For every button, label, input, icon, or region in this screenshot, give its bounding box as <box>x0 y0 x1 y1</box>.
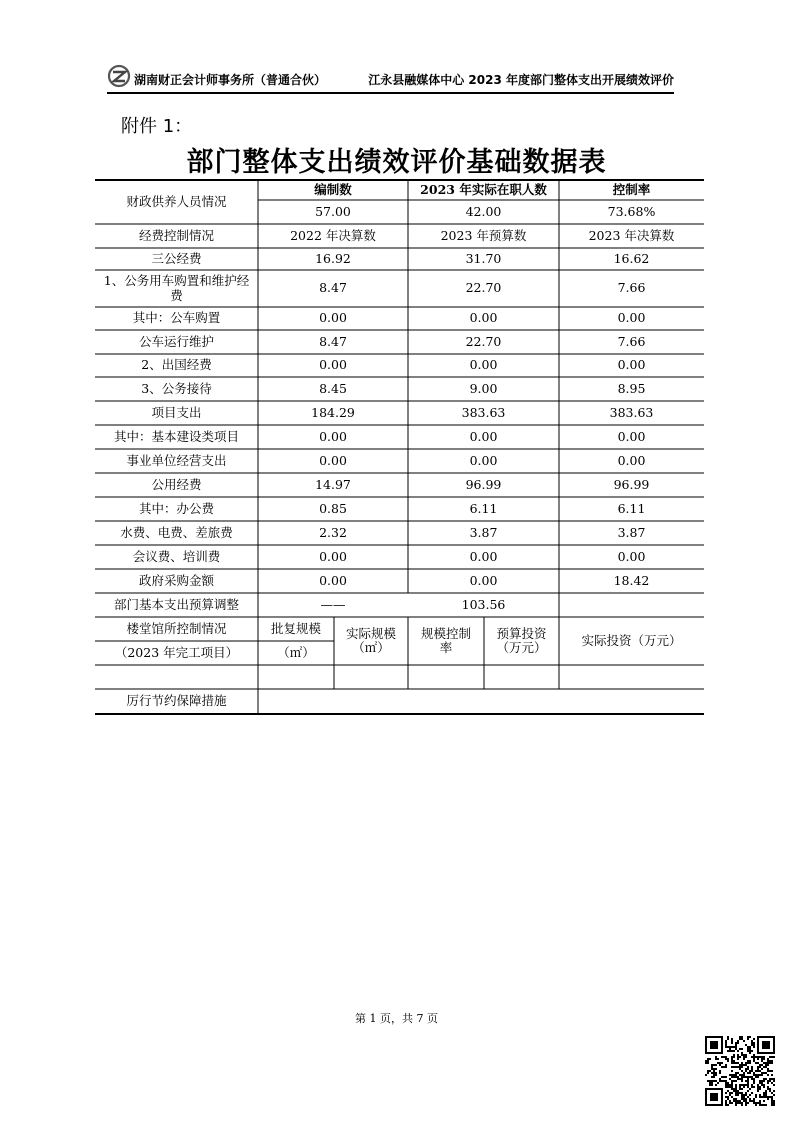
budget-row-2023-final: 0.00 <box>617 310 646 326</box>
budget-row-2023-budget: 22.70 <box>465 333 502 349</box>
budget-row-label: 2、出国经费 <box>141 357 212 373</box>
basic-data-table <box>95 179 704 715</box>
budget-row-2022-final: 0.00 <box>319 572 347 588</box>
budget-row-label: 其中：基本建设类项目 <box>113 428 239 444</box>
budget-row-2023-final: 0.00 <box>617 548 646 564</box>
staff-value-rate: 73.68% <box>607 203 656 219</box>
budget-row-label: 三公经费 <box>151 250 202 266</box>
budget-row-2023-final: 7.66 <box>617 280 646 296</box>
budget-header-2022-final: 2022 年决算数 <box>290 227 376 243</box>
budget-row-2023-budget: 0.00 <box>469 452 498 468</box>
budget-row-2022-final: 16.92 <box>315 250 351 266</box>
budget-row-2023-budget: 31.70 <box>465 250 502 266</box>
budget-row-2023-budget: 0.00 <box>469 572 498 588</box>
qr-code-icon <box>705 1036 775 1106</box>
saving-measures-label: 厉行节约保障措施 <box>126 693 227 709</box>
budget-row-2023-budget: 9.00 <box>469 380 498 396</box>
page-number: 第 1 页，共 7 页 <box>355 1012 438 1025</box>
staff-section-label: 财政供养人员情况 <box>126 193 227 209</box>
budget-row-label: 项目支出 <box>151 404 202 420</box>
table-title: 部门整体支出绩效评价基础数据表 <box>186 147 607 178</box>
firm-name: 湖南财正会计师事务所（普通合伙） <box>134 73 327 87</box>
staff-header-rate: 控制率 <box>612 181 651 197</box>
page-header <box>107 62 674 94</box>
budget-row-2022-final: 0.00 <box>319 357 347 373</box>
budget-row-2022-final: 0.00 <box>319 452 347 468</box>
budget-row-2022-final: 2.32 <box>319 524 347 540</box>
budget-row-2022-final: 14.97 <box>315 476 351 492</box>
budget-row-label: 3、公务接待 <box>141 380 212 396</box>
budget-adjust-label: 部门基本支出预算调整 <box>113 596 239 612</box>
budget-row-2023-final: 7.66 <box>617 333 646 349</box>
budget-header-2023-final: 2023 年决算数 <box>588 227 675 243</box>
building-header-budget-invest: 预算投资（万元） <box>496 625 547 655</box>
budget-row-label: 水费、电费、差旅费 <box>120 524 233 540</box>
budget-row-2023-final: 18.42 <box>613 572 650 588</box>
firm-logo-icon <box>107 64 131 88</box>
budget-adjust-value-1: —— <box>320 596 346 612</box>
budget-row-2023-budget: 96.99 <box>465 476 502 492</box>
budget-row-2023-budget: 22.70 <box>465 280 502 296</box>
budget-row-2022-final: 0.85 <box>319 500 347 516</box>
building-header-scale-rate: 规模控制率 <box>420 625 471 655</box>
budget-row-2023-final: 0.00 <box>617 428 646 444</box>
building-header-actual-invest: 实际投资（万元） <box>581 632 682 648</box>
report-title: 江永县融媒体中心 2023 年度部门整体支出开展绩效评价 <box>368 73 674 87</box>
budget-row-label: 公用经费 <box>151 476 202 492</box>
budget-row-label: 1、公务用车购置和维护经费 <box>103 273 250 303</box>
budget-adjust-value-2: 103.56 <box>461 596 506 612</box>
budget-row-2023-final: 0.00 <box>617 452 646 468</box>
budget-row-2023-final: 3.87 <box>617 524 646 540</box>
budget-row-2022-final: 184.29 <box>311 404 355 420</box>
budget-row-2023-final: 96.99 <box>613 476 650 492</box>
budget-row-2023-final: 0.00 <box>617 357 646 373</box>
budget-row-2023-budget: 0.00 <box>469 428 498 444</box>
budget-row-2023-budget: 3.87 <box>469 524 498 540</box>
staff-header-quota: 编制数 <box>314 181 352 197</box>
building-section-label: 楼堂馆所控制情况 <box>126 620 227 636</box>
budget-row-label: 公车运行维护 <box>138 333 214 349</box>
staff-value-actual: 42.00 <box>465 203 502 219</box>
budget-row-label: 会议费、培训费 <box>132 548 221 564</box>
budget-row-2023-budget: 0.00 <box>469 310 498 326</box>
attachment-label: 附件 1： <box>121 116 193 137</box>
budget-row-2023-final: 8.95 <box>617 380 646 396</box>
building-header-approved-scale: 批复规模 <box>270 620 321 636</box>
budget-row-2023-budget: 0.00 <box>469 357 498 373</box>
budget-row-2022-final: 0.00 <box>319 310 347 326</box>
budget-row-label: 事业单位经营支出 <box>126 452 227 468</box>
budget-row-2023-final: 6.11 <box>617 500 646 516</box>
building-header-approved-unit: （㎡） <box>277 644 315 660</box>
building-section-sublabel: （2023 年完工项目） <box>114 644 239 660</box>
staff-value-quota: 57.00 <box>315 203 351 219</box>
budget-row-label: 其中：公车购置 <box>132 310 221 326</box>
budget-row-2023-final: 16.62 <box>613 250 650 266</box>
building-header-actual-scale: 实际规模（㎡） <box>345 625 396 655</box>
budget-section-label: 经费控制情况 <box>138 227 214 243</box>
budget-row-2023-budget: 6.11 <box>469 500 498 516</box>
budget-header-2023-budget: 2023 年预算数 <box>440 227 527 243</box>
budget-row-2022-final: 0.00 <box>319 428 347 444</box>
budget-row-2023-budget: 0.00 <box>469 548 498 564</box>
budget-row-label: 政府采购金额 <box>138 572 214 588</box>
budget-row-2022-final: 0.00 <box>319 548 347 564</box>
budget-row-2023-budget: 383.63 <box>461 404 506 420</box>
staff-header-actual: 2023 年实际在职人数 <box>420 181 547 197</box>
budget-row-2023-final: 383.63 <box>609 404 654 420</box>
budget-row-2022-final: 8.45 <box>319 380 347 396</box>
budget-row-2022-final: 8.47 <box>319 280 347 296</box>
budget-row-2022-final: 8.47 <box>319 333 347 349</box>
budget-row-label: 其中：办公费 <box>138 500 214 516</box>
